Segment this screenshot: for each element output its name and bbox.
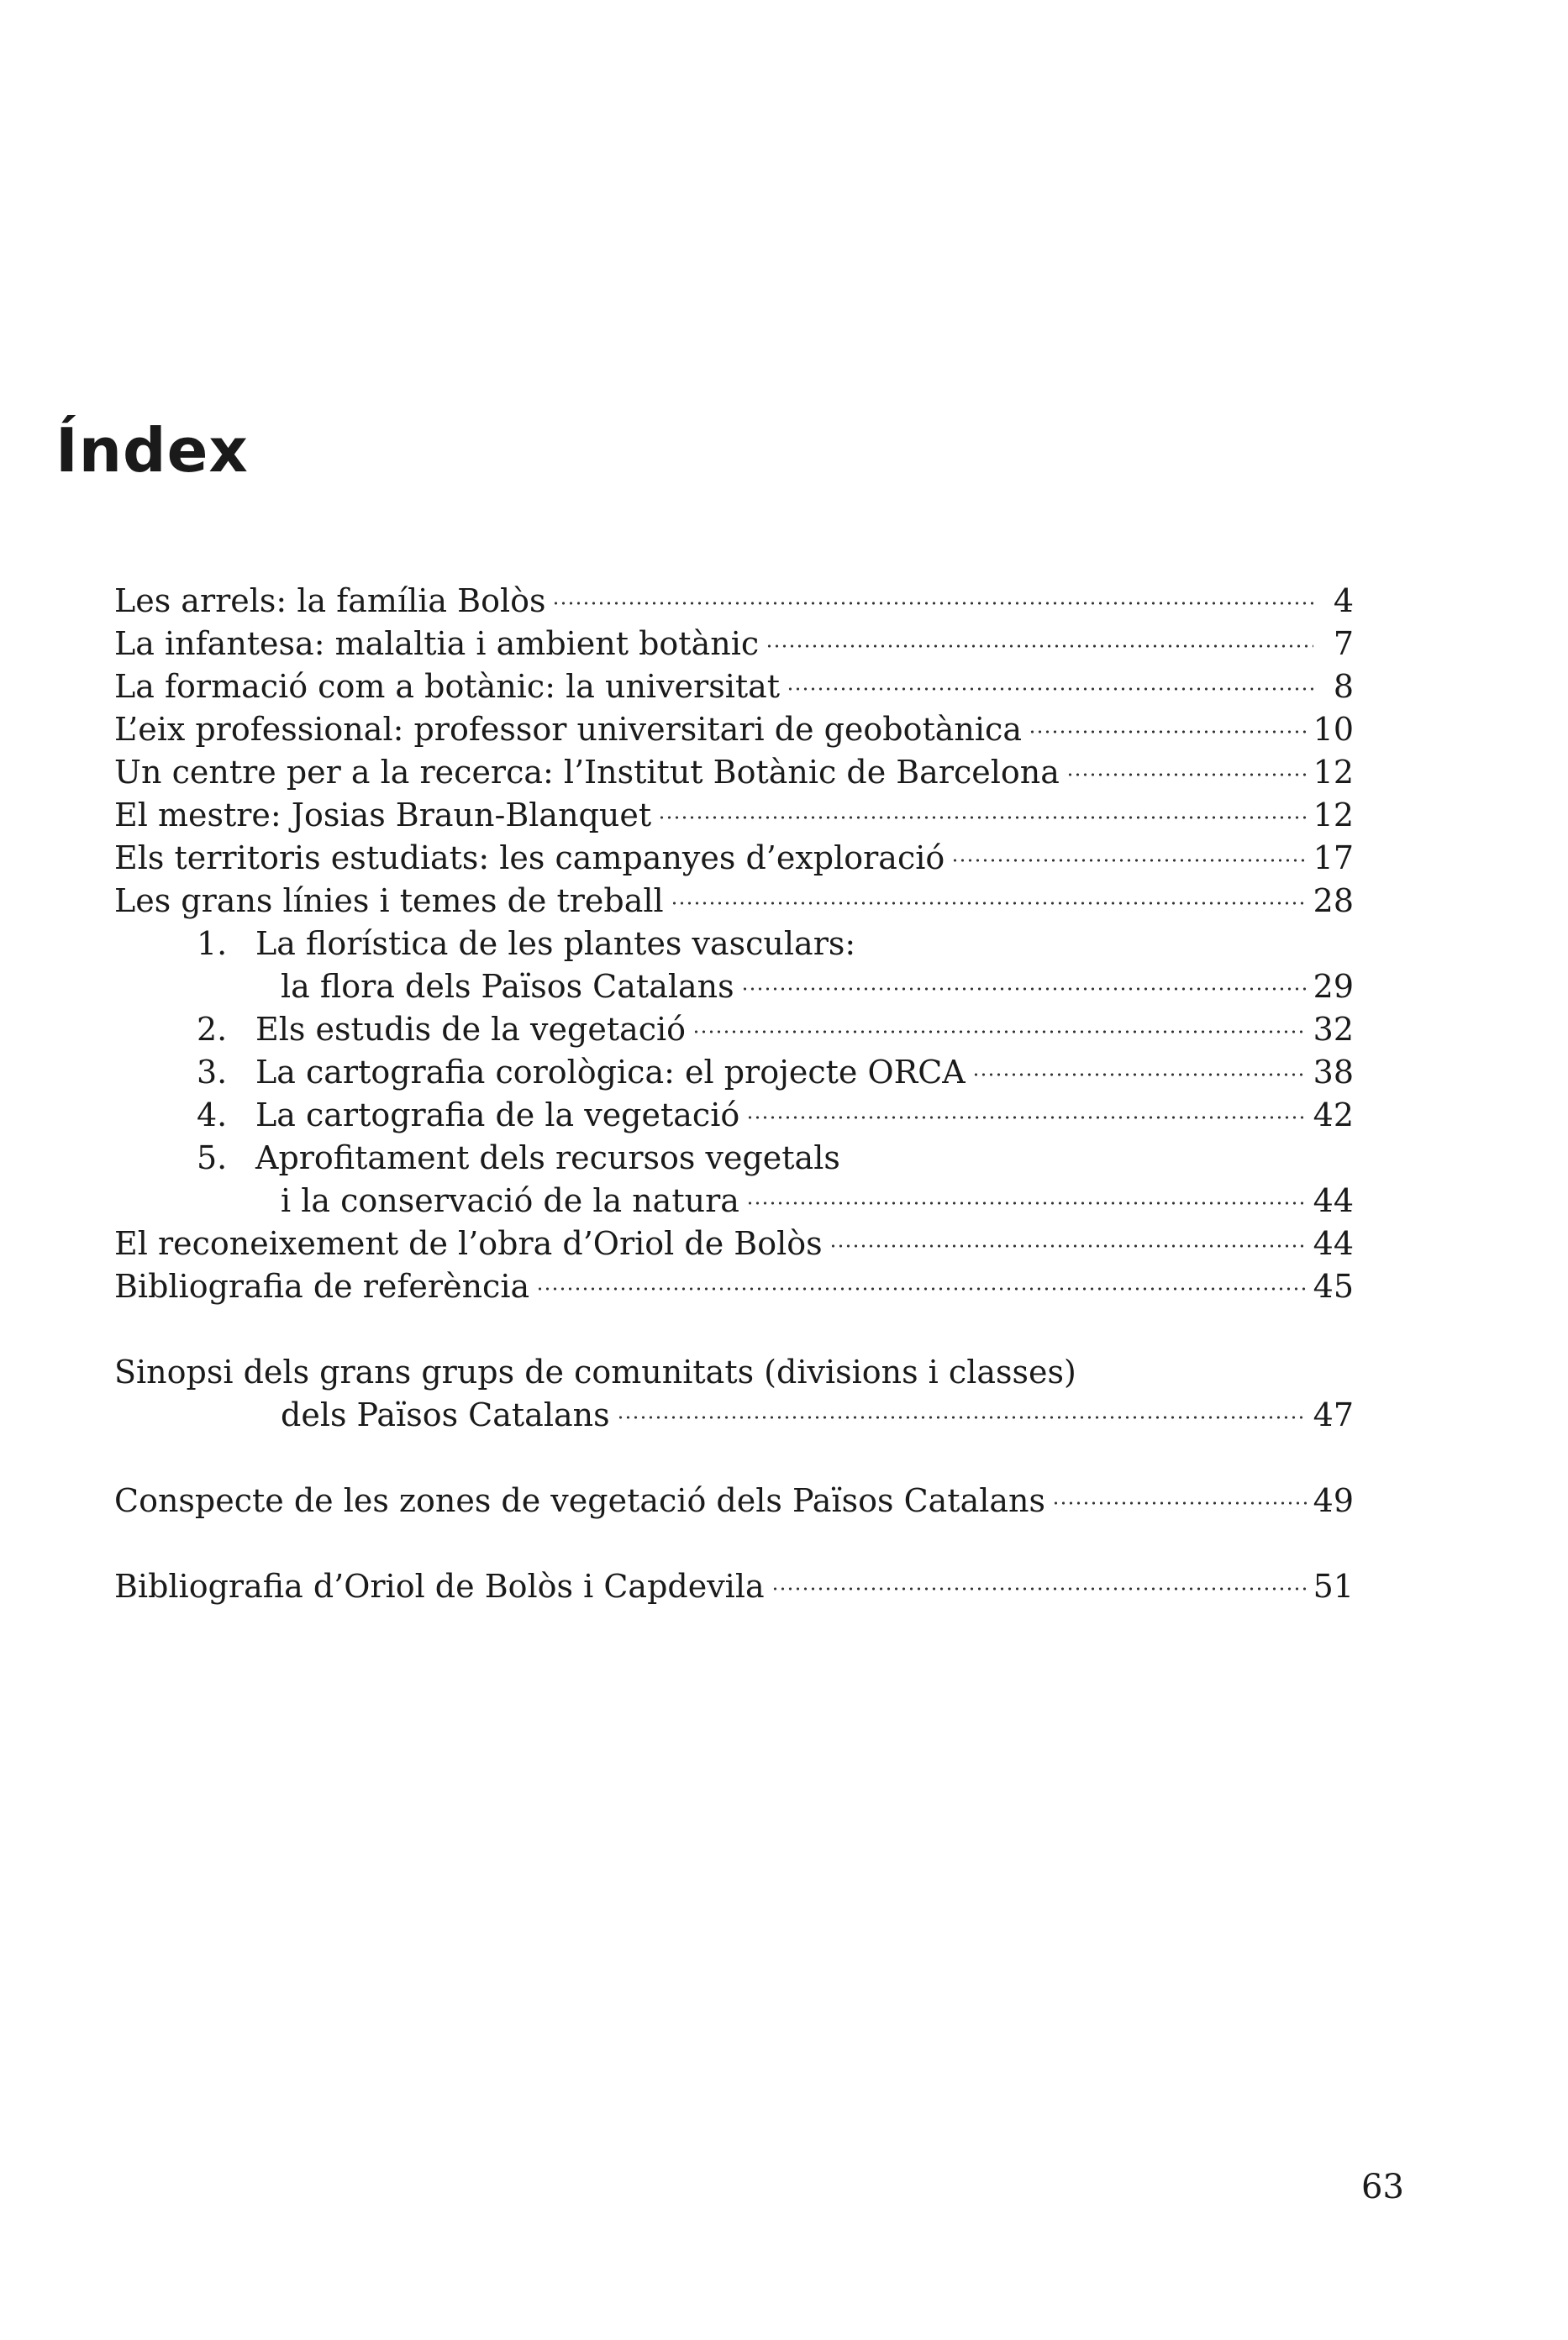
toc-entry-page: 28 xyxy=(1313,882,1354,919)
toc-entry-page: 45 xyxy=(1313,1268,1354,1305)
dot-leader xyxy=(1066,771,1307,778)
toc-entry-title: Els estudis de la vegetació xyxy=(255,1011,687,1048)
toc-entry xyxy=(114,1265,1354,1308)
dot-leader xyxy=(746,1114,1306,1121)
toc-entry-page: 7 xyxy=(1333,625,1354,662)
toc-entry-title: Aprofitament dels recursos vegetals xyxy=(255,1139,840,1176)
toc-entry xyxy=(114,794,1354,837)
toc-subentry xyxy=(114,1094,1354,1137)
toc-entry-title: L’eix professional: professor universitari de geobotànica xyxy=(114,711,1022,748)
toc-entry-page: 8 xyxy=(1333,668,1354,705)
dot-leader xyxy=(787,686,1313,692)
toc-entry xyxy=(114,708,1354,751)
toc-entry xyxy=(114,1480,1354,1522)
dot-leader xyxy=(741,986,1307,992)
toc-subentry-continuation xyxy=(114,1180,1354,1223)
toc-entry-page: 44 xyxy=(1313,1182,1354,1219)
dot-leader xyxy=(692,1028,1307,1035)
toc-subentry xyxy=(114,1008,1354,1051)
toc-entry xyxy=(114,665,1354,708)
dot-leader xyxy=(552,600,1313,607)
toc-entry-title: Les grans línies i temes de treball xyxy=(114,882,664,919)
dot-leader xyxy=(1029,728,1307,735)
dot-leader xyxy=(671,900,1307,907)
toc-entry-title: La cartografia corològica: el projecte ORCA xyxy=(255,1054,966,1091)
toc-entry xyxy=(114,837,1354,880)
toc-entry-page: 32 xyxy=(1313,1011,1354,1048)
toc-entry-number: 1. xyxy=(197,925,228,962)
toc-entry-title: La formació com a botànic: la universitat xyxy=(114,668,781,705)
toc-entry-page: 42 xyxy=(1313,1096,1354,1133)
toc-entry-number: 3. xyxy=(197,1054,228,1091)
toc-entry xyxy=(114,880,1354,923)
toc-entry-title: Bibliografia de referència xyxy=(114,1268,530,1305)
toc-entry-title: Un centre per a la recerca: l’Institut Botànic de Barcelona xyxy=(114,754,1060,791)
toc-entry-page: 4 xyxy=(1333,582,1354,619)
toc-entry-page: 12 xyxy=(1313,754,1354,791)
toc-entry-title: Els territoris estudiats: les campanyes d’exploració xyxy=(114,839,945,876)
toc-entry-title: Les arrels: la família Bolòs xyxy=(114,582,546,619)
toc-entry-page: 51 xyxy=(1313,1568,1354,1605)
toc-entry-title: La cartografia de la vegetació xyxy=(255,1096,740,1133)
dot-leader xyxy=(617,1414,1307,1421)
toc-entry xyxy=(114,1223,1354,1265)
toc-subentry xyxy=(114,1137,1354,1180)
page-title: Índex xyxy=(55,415,249,486)
page-number: 63 xyxy=(1361,2168,1404,2206)
toc-entry-page: 44 xyxy=(1313,1225,1354,1262)
toc-entry-title: dels Països Catalans xyxy=(281,1396,610,1433)
dot-leader xyxy=(536,1286,1307,1292)
toc-subentry xyxy=(114,1051,1354,1094)
toc-entry-title: La infantesa: malaltia i ambient botànic xyxy=(114,625,760,662)
toc-entry-number: 2. xyxy=(197,1011,228,1048)
toc-entry-page: 10 xyxy=(1313,711,1354,748)
dot-leader xyxy=(658,814,1307,821)
toc-subentry-continuation xyxy=(114,965,1354,1008)
toc-entry xyxy=(114,623,1354,665)
toc-entry-title: La florística de les plantes vasculars: xyxy=(255,925,856,962)
dot-leader xyxy=(746,1200,1307,1207)
dot-leader xyxy=(951,857,1306,864)
toc-entry xyxy=(114,751,1354,794)
toc-entry-page: 47 xyxy=(1313,1396,1354,1433)
toc-entry-page: 38 xyxy=(1313,1054,1354,1091)
toc-entry-page: 49 xyxy=(1313,1482,1354,1519)
toc-entry-title: Bibliografia d’Oriol de Bolòs i Capdevila xyxy=(114,1568,765,1605)
toc-entry-title: Sinopsi dels grans grups de comunitats (divisions i classes) xyxy=(114,1354,1076,1391)
dot-leader xyxy=(829,1243,1307,1249)
toc-entry xyxy=(114,1351,1354,1394)
dot-leader xyxy=(766,643,1313,649)
toc-subentry xyxy=(114,923,1354,965)
toc-entry-number: 5. xyxy=(197,1139,228,1176)
toc-entry-page: 12 xyxy=(1313,797,1354,833)
toc-entry-page: 17 xyxy=(1313,839,1354,876)
toc-entry-title: Conspecte de les zones de vegetació dels Països Catalans xyxy=(114,1482,1046,1519)
toc-entry-title: El mestre: Josias Braun-Blanquet xyxy=(114,797,652,833)
toc-entry xyxy=(114,1565,1354,1608)
toc-entry-title: El reconeixement de l’obra d’Oriol de Bolòs xyxy=(114,1225,823,1262)
toc-entry-title: i la conservació de la natura xyxy=(281,1182,739,1219)
toc-entry-continuation xyxy=(114,1394,1354,1437)
toc-entry-page: 29 xyxy=(1313,968,1354,1005)
dot-leader xyxy=(771,1585,1307,1592)
toc-entry-title: la flora dels Països Catalans xyxy=(281,968,734,1005)
toc-entry xyxy=(114,580,1354,623)
table-of-contents xyxy=(114,580,1354,1608)
toc-entry-number: 4. xyxy=(197,1096,228,1133)
dot-leader xyxy=(972,1071,1307,1078)
dot-leader xyxy=(1052,1500,1307,1507)
